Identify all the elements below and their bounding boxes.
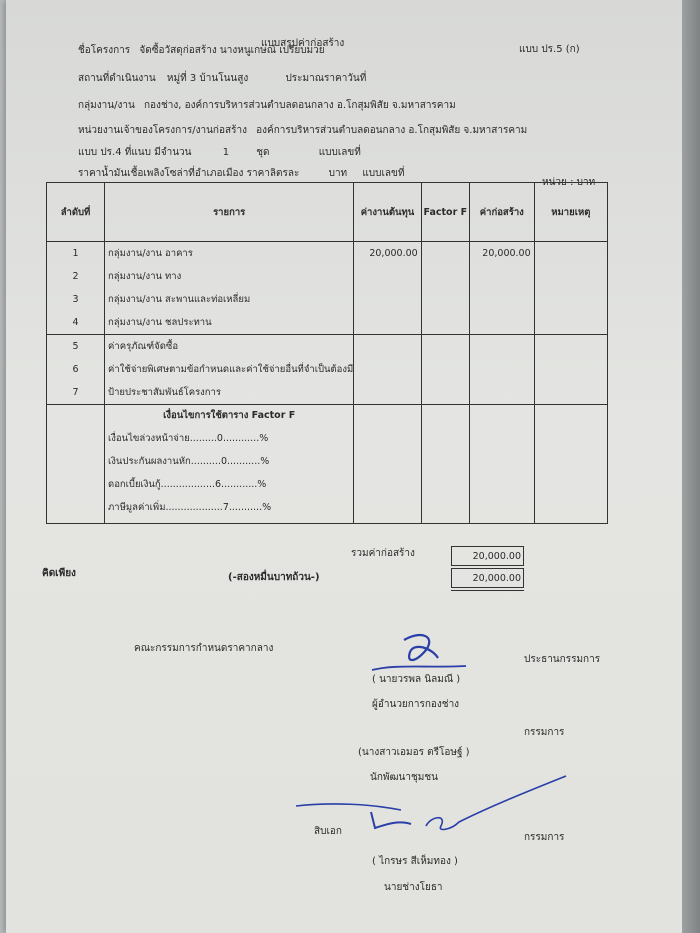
- fuel-line: [78, 166, 404, 181]
- group-line: [78, 98, 456, 113]
- member-2-position: นักพัฒนาชุมชน: [370, 772, 438, 783]
- condition-line: ดอกเบี้ยเงินกู้..................6............%: [108, 479, 267, 490]
- row-no: 5: [72, 341, 79, 352]
- form4-label: แบบ ปร.4 ที่แนบ มีจำนวน: [78, 147, 192, 158]
- row-item: ค่าครุภัณฑ์จัดซื้อ: [108, 341, 179, 352]
- table-group-1: [47, 242, 608, 335]
- row-construction: 20,000.00: [482, 248, 531, 259]
- background-edge: [682, 0, 700, 933]
- conditions-title: เงื่อนไขการใช้ตาราง Factor F: [163, 410, 296, 421]
- condition-line: เงินประกันผลงานหัก..........0...........%: [108, 456, 270, 467]
- form-title: แบบสรุปค่าก่อสร้าง: [261, 38, 345, 49]
- location-line: [78, 71, 366, 86]
- header-construction: ค่าก่อสร้าง: [469, 183, 534, 242]
- owner-line: [78, 123, 527, 138]
- row-item: กลุ่มงาน/งาน ชลประทาน: [108, 317, 212, 328]
- double-underline: [451, 590, 524, 591]
- header-no: ลำดับที่: [47, 183, 105, 242]
- document-page: [6, 0, 690, 933]
- row-no: 2: [72, 271, 79, 282]
- row-no: 4: [72, 317, 79, 328]
- row-no: 6: [72, 364, 79, 375]
- row-no: 3: [72, 294, 79, 305]
- estimate-date-label: ประมาณราคาวันที่: [285, 73, 367, 84]
- final-label: คิดเพียง: [42, 568, 76, 579]
- final-value: 20,000.00: [451, 568, 524, 588]
- header-item: รายการ: [105, 183, 354, 242]
- fuel-unit: บาท: [328, 168, 348, 179]
- condition-line: เงื่อนไขล่วงหน้าจ่าย.........0............%: [108, 433, 269, 444]
- member-1-position: ผู้อำนวยการกองช่าง: [372, 699, 460, 710]
- member-3-prefix: สิบเอก: [314, 826, 342, 837]
- owner-label: หน่วยงานเจ้าของโครงการ/งานก่อสร้าง: [78, 125, 247, 136]
- owner-value: องค์การบริหารส่วนตำบลดอนกลาง อ.โกสุมพิสัย จ.มหาสารคาม: [256, 125, 528, 136]
- form4-unit: ชุด: [256, 147, 270, 158]
- member-1-name: ( นายวรพล นิลมณี ): [372, 674, 461, 685]
- form4-line: [78, 145, 361, 160]
- row-item: ป้ายประชาสัมพันธ์โครงการ: [108, 387, 221, 398]
- row-item: ค่าใช้จ่ายพิเศษตามข้อกำหนดและค่าใช้จ่ายอื่นที่จำเป็นต้องมี: [108, 364, 354, 375]
- fuel-label: ราคาน้ำมันเชื้อเพลิงโซล่าที่อำเภอเมือง ราคาลิตรละ: [78, 168, 300, 179]
- member-3-name: ( ไกรษร สีเห็มทอง ): [372, 856, 458, 867]
- form-code: แบบ ปร.5 (ก): [519, 44, 580, 55]
- row-item: กลุ่มงาน/งาน อาคาร: [108, 248, 193, 259]
- table-header-row: [47, 183, 608, 242]
- attach-no-label: แบบเลขที่: [318, 147, 361, 158]
- member-3-role: กรรมการ: [524, 832, 565, 843]
- location-value: หมู่ที่ 3 บ้านโนนสูง: [166, 73, 249, 84]
- member-3-position: นายช่างโยธา: [384, 882, 443, 893]
- final-words: (-สองหมื่นบาทถ้วน-): [228, 572, 320, 583]
- sum-label: รวมค่าก่อสร้าง: [351, 548, 415, 559]
- group-label: กลุ่มงาน/งาน: [78, 100, 135, 111]
- table-group-2: [47, 335, 608, 405]
- committee-title: คณะกรรมการกำหนดราคากลาง: [134, 643, 274, 654]
- form4-count: 1: [222, 147, 230, 158]
- member-2-name: (นางสาวเอมอร ตรีโอษฐ์ ): [358, 747, 470, 758]
- table-conditions: [47, 405, 608, 524]
- header-remark: หมายเหตุ: [534, 183, 607, 242]
- group-value: กองช่าง, องค์การบริหารส่วนตำบลดอนกลาง อ.โกสุมพิสัย จ.มหาสารคาม: [144, 100, 456, 111]
- location-label: สถานที่ดำเนินงาน: [78, 73, 156, 84]
- header-cost: ค่างานต้นทุน: [354, 183, 421, 242]
- row-item: กลุ่มงาน/งาน ทาง: [108, 271, 182, 282]
- project-label: ชื่อโครงการ: [78, 45, 131, 56]
- sum-value: 20,000.00: [451, 546, 524, 566]
- cost-summary-table: [46, 182, 608, 524]
- project-value: จัดซื้อวัสดุก่อสร้าง นางหนูเกษณ์ เปรียบมวย: [139, 45, 325, 56]
- row-no: 1: [72, 248, 79, 259]
- project-line: [78, 43, 325, 58]
- condition-line: ภาษีมูลค่าเพิ่ม...................7...........%: [108, 502, 272, 513]
- row-cost: 20,000.00: [369, 248, 418, 259]
- row-no: 7: [72, 387, 79, 398]
- unit-label: หน่วย : บาท: [542, 177, 596, 188]
- member-1-role: ประธานกรรมการ: [524, 654, 601, 665]
- header-factor: Factor F: [421, 183, 469, 242]
- fuel-no-label: แบบเลขที่: [362, 168, 405, 179]
- row-item: กลุ่มงาน/งาน สะพานและท่อเหลี่ยม: [108, 294, 251, 305]
- member-2-role: กรรมการ: [524, 727, 565, 738]
